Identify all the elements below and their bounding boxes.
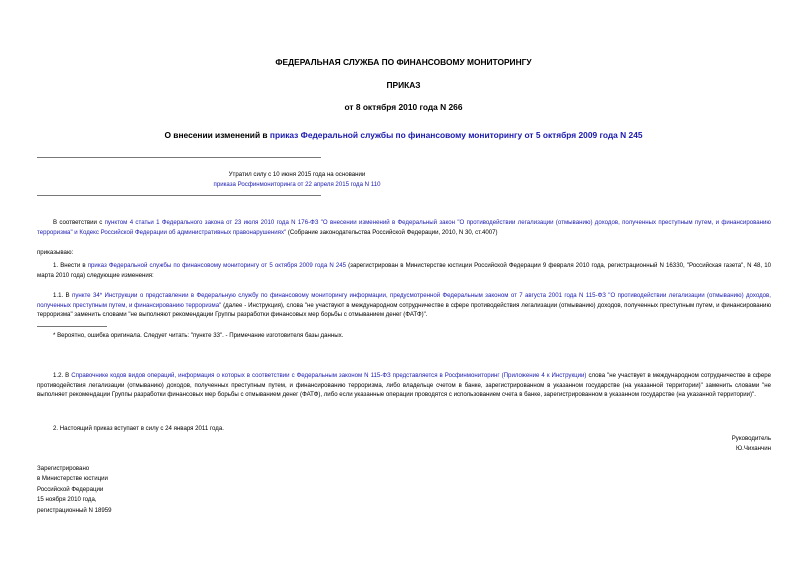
item-1-1-paragraph <box>37 291 771 320</box>
registration-line: Российской Федерации <box>37 485 104 493</box>
registration-block <box>37 464 237 516</box>
item-1-1-link[interactable]: пункте 34* Инструкции о представлении в Федеральную службу по финансовому мониторингу информации, предусмотренной Федеральным законом от 7 августа 2001 года N 115-ФЗ "О противодействии легализации (отмыванию) доходов, полученных преступным путем, и финансированию терроризма" <box>37 292 771 309</box>
item-1-2-paragraph <box>37 371 771 400</box>
item-1-paragraph <box>37 261 771 280</box>
preamble-paragraph <box>37 218 771 237</box>
registration-line: Зарегистрировано <box>37 465 90 472</box>
item-1-link[interactable]: приказ Федеральной службы по финансовому мониторингу от 5 октября 2009 года N 245 <box>87 262 347 269</box>
signature-block <box>570 434 771 454</box>
item-2-paragraph: 2. Настоящий приказ вступает в силу с 24 января 2011 года. <box>53 425 224 432</box>
validity-notice <box>37 170 557 189</box>
doc-type-heading: ПРИКАЗ <box>386 80 421 90</box>
registration-line: регистрационный N 18959 <box>37 506 112 514</box>
agency-heading: ФЕДЕРАЛЬНАЯ СЛУЖБА ПО ФИНАНСОВОМУ МОНИТОРИНГУ <box>275 57 532 67</box>
doc-title <box>0 130 807 140</box>
item-1-2-link[interactable]: Справочнике кодов видов операций, информация о которых в соответствии с Федеральным законом N 115-ФЗ представляется в Росфинмониторинг (Приложение 4 к Инструкции) <box>71 372 587 379</box>
item-1-2-text: 1.2. В <box>53 372 72 379</box>
item-1-1-rest: (далее - Инструкция), слова "не участвуют в международном сотрудничестве в сфере противодействия легализации (отмыванию) доходов, полученных преступным путем, и финансированию терроризма" заменить словами "не выполняют рекомендации Группы разработки финансовых мер борьбы с отмыванием денег (ФАТФ)". <box>37 301 772 318</box>
item-1-rest: (зарегистрирован в Министерстве юстиции Российской Федерации 9 февраля 2010 года, регистрационный N 16330, "Российская газета", N 48, 10 марта 2010 года) следующие изменения: <box>37 262 771 279</box>
preamble-text: В соответствии с <box>53 219 105 226</box>
divider-top <box>37 157 321 158</box>
signature-role: Руководитель <box>731 435 771 442</box>
validity-line: Утратил силу с 10 июня 2015 года на основании <box>228 171 366 178</box>
registration-line: в Министерстве юстиции <box>37 475 108 483</box>
doc-date-number: от 8 октября 2010 года N 266 <box>344 102 463 112</box>
item-1-1-text: 1.1. В <box>53 292 73 299</box>
signature-name: Ю.Чиханчин <box>736 445 771 452</box>
doc-title-link[interactable]: приказ Федеральной службы по финансовому мониторингу от 5 октября 2009 года N 245 <box>269 130 643 140</box>
validity-link[interactable]: приказа Росфинмониторинга от 22 апреля 2015 года N 110 <box>213 180 381 188</box>
preamble-source: (Собрание законодательства Российской Федерации, 2010, N 30, ст.4007) <box>286 228 498 236</box>
item-1-text: 1. Внести в <box>53 262 88 269</box>
doc-title-prefix: О внесении изменений в <box>164 130 270 140</box>
preamble-law-link[interactable]: пунктом 4 статьи 1 Федерального закона от 23 июля 2010 года N 176-ФЗ "О внесении изменений в Федеральный закон "О противодействии легализации (отмыванию) доходов, полученных преступным путем, и финансированию терроризма" и Кодекс Российской Федерации об административных правонарушениях" <box>37 219 772 236</box>
registration-line: 15 ноября 2010 года, <box>37 496 97 504</box>
divider-bottom <box>37 195 321 196</box>
item-1-2-rest: слова "не участвует в международном сотрудничестве в сфере противодействия легализации (отмыванию) доходов, полученных преступным путем, и финансированию терроризма, либо владельце счетом в банке, зарегистрированном в указанном государстве (на указанной территории)" заменить словами "не выполняет рекомендации Группы разработки финансовых мер борьбы с отмыванием денег (ФАТФ), либо если указанные операции проводятся с использованием счета в банке, зарегистрированном в указанном государстве (на указанной территории)". <box>37 372 771 398</box>
footnote: * Вероятно, ошибка оригинала. Следует читать: "пункте 33". - Примечание изготовителя базы данных. <box>53 332 344 339</box>
orders-word: приказываю: <box>37 249 74 256</box>
footnote-divider <box>37 326 107 327</box>
